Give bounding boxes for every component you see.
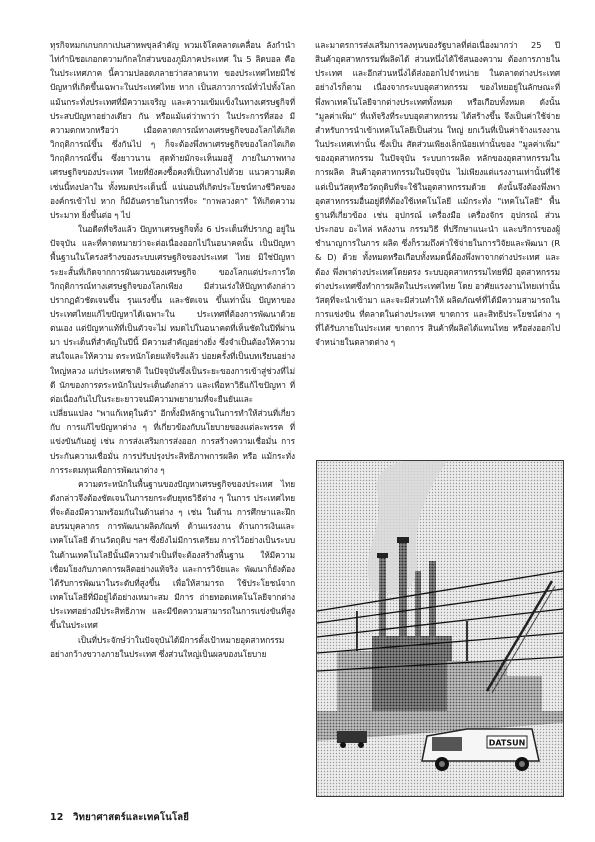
publication-name: วิทยาศาสตร์และเทคโนโลยี (73, 812, 190, 823)
paragraph: และมาตรการส่งเสริมการลงทุนของรัฐบาลที่ต่อเนื่องมากว่า 25 ปี สินค้าอุตสาหกรรมที่ผลิตได้ ส่วนหนึ่งได้ใช้สนองความ ต้องการภายในประเทศ และอีกส่วนหนึ่งได้ส่งออกไปจำหน่าย ในตลาดต่างประเทศ อย่างไรก็ตาม เนื่องจากระบบอุตสาหกรรม ของไทยอยู่ในลักษณะที่พึ่งพาเทคโนโลยีจากต่างประเทศทั้งหมด หรือเกือบทั้งหมด ดังนั้น "มูลค่าเพิ่ม" ที่แท้จริงที่ระบบอุตสาหกรรม ได้สร้างขึ้น จึงเป็นค่าใช้จ่ายสำหรับการนำเข้าเทคโนโลยีเป็นส่วน ใหญ่ ยกเว้นที่เป็นค่าจ้างแรงงานในประเทศเท่านั้น ซึ่งเป็น สัดส่วนเพียงเล็กน้อยเท่านั้นของ "มูลค่าเพิ่ม" ของอุตสาหกรรม ในปัจจุบัน ระบบการผลิต หลักของอุตสาหกรรมในการผลิต สินค้าอุตสาหกรรมในปัจจุบัน ไม่เพียงแต่แรงงานเท่านั้นที่ใช้ แต่เป็นวัสดุหรือวัตถุดิบที่จะใช้ในอุตสาหกรรมด้วย ดังนั้นจึงต้องพึ่งพา อุตสาหกรรมอื่นอยู่ดีที่ต้องใช้เทคโนโลยี แม้กระทั่ง "เทคโนโลยี" พื้นฐานที่เกี่ยวข้อง เช่น อุปกรณ์ เครื่องมือ เครื่องจักร อุปกรณ์ ส่วนประกอบ อะไหล่ หลังงาน กรรมวิธี ที่ปรึกษาแนะนำ และบริการของผู้ชำนาญการในการ ผลิต ซึ่งก็รวมถึงค่าใช้จ่ายในการวิจัยและพัฒนา (R & D) ด้วย ทั้งหมดหรือเกือบทั้งหมดนี้ต้องพึ่งพาจากต่างประเทศ และต้อง พึ่งพาต่างประเทศโดยตรง ระบบอุตสาหกรรมไทยที่มี อุตสาหกรรมต่างประเทศซึ่งทำการผลิตในประเทศไทย โดย อาศัยแรงงานไทยเท่านั้น วัสดุที่จะนำเข้ามา และจะมีส่วนทำให้ ผลิตภัณฑ์ที่ได้มีความสามารถในการแข่งขัน ที่ตลาดในต่างประเทศ ขาดการ และสิทธิประโยชน์ต่าง ๆ ที่ได้รับภายในประเทศ ขาดการ สินค้าที่ผลิตได้แทนไทย หรือส่งออกไปจำหน่ายในตลาดต่าง ๆ (315, 40, 560, 348)
paragraph: ทุรกิจหมกเกบกกาเปนสาหพขุลลำคัญ พวมเจ้โตคลาดเคลื่อน ลังกำนำไท่กำนิชอเกอกดวามกักลใกส่วนของภูมิภาคประเทศ ใน 5 ลิดบอล คือ ในประเทศภาค นี้ความปลอดภลายว่าสลาดนาท ของประเทศไทยมิใช่ปัญหาที่เกิดขึ้นเฉพาะในประเทศไทย หาก เป็นสภาวการณ์ทั่วไปทั้งโลก แม้นกระทั่งประเทศที่มีความเจริญ และความเข้มแข็งในทางเศรษฐกิจที่ประสบปัญหาอย่างเดียว กัน หรือแม้แต่ว่าพาว่า ในประการที่สอง มีความตกหวกหรือว่า เมื่อตลาดการณ์ทางเศรษฐกิจของโลกได้เกิดวิกฤติการณ์ขึ้น ซึ่งกันไป ๆ ก็จะต้องพึ่งพาเศรษฐกิจของโลกไตเกิดวิกฤติการณ์ขึ้น ซึ่งยาวนาน สุดท้ายมักจะเห็นมอสู้ ภายในภาพทางเศรษฐกิจของประเทศ ไทยที่ยังคงซื้อคงที่เป็นทางไปด้วย แนวความคิดเช่นนี้ทงปลาใน ทั้งหมดประเด็นนี้ แน่นอนที่เกิดประโยชน์ทางชีวิตขององค์กรเข้าไป หาก ก็มีอันตรายในการที่จะ "กาพลวงตา" ให้เกิดความประมาท ยิ่งขึ้นต่อ ๆ ไป (50, 40, 295, 220)
industrial-plant-photo (316, 460, 564, 797)
paragraph: ในอดีตที่จริงแล้ว ปัญหาเศรษฐกิจทั้ง 6 ประเด็นที่ปรากฏ อยู่ในปัจจุบัน และที่คาดหมายว่าจะต่อเนื่องออกไปในอนาคตนั้น เป็นปัญหาพื้นฐานในโครงสร้างของระบบเศรษฐกิจของประเทศ ไทย มิใช่ปัญหาระยะสั้นที่เกิดจากการผันผวนของเศรษฐกิจ ของโลกแต่ประการใด วิกฤติการณ์ทางเศรษฐกิจของโลกเพียง มีส่วนเร่งให้ปัญหาดังกล่าวปรากฏตัวชัดเจนขึ้น รุนแรงขึ้น และชัดเจน ขึ้นเท่านั้น ปัญหาของประเทศไทยแก้ไขปัญหาได้เฉพาะใน ประเทศที่ต้องการพัฒนาด้วยตนเอง แต่ปัญหาแท้ที่เป็นตัวจะไม่ หมดไปในอนาคตที่เห็นชัดในปีที่ผ่านมา ประเด็นที่สำคัญในปีนี้ มีความสำคัญอย่างยิ่ง ซึ่งจำเป็นต้องให้ความสนใจและให้ความ ตระหนักโดยแท้จริงแล้ว บ่อยครั้งที่เป็นบทเรียนอย่างใหญ่หลวง แก่ประเทศชาติ ในปัจจุบันซึ่งเป็นระยะของการเข้าสู่ช่วงที่ไม่ดี นักของการตระหนักในประเด็นดังกล่าว และเพื่อหาวิธีแก้ไขปัญหา ที่ต่อเนื่องกันไปในระยะยาวจนมีความพยายามที่จะยืนยันและเปลี่ยนแปลง "พาแก้เหตุในตัว" อีกทั้งมีหลักฐานในการทำให้ส่วนที่เกี่ยวกับ การแก้ไขปัญหาต่าง ๆ ที่เกี่ยวข้องกับนโยบายของแต่ละพรรค ที่แข่งขันกันอยู่ เช่น การส่งเสริมการส่งออก การสร้างความเชื่อมั่น การ ประกันความเชื่อมั่น การปรับปรุงประสิทธิภาพการผลิต หรือ แม้กระทั่งการระดมทุนเพื่อการพัฒนาต่าง ๆ (50, 224, 295, 475)
article-right-column (315, 38, 560, 349)
article-left-column (50, 38, 295, 661)
paragraph: เป็นที่ประจักษ์ว่าในปัจจุบันได้มีการตั้งเป้าหมายอุตสาหกรรม อย่างกว้างขวางภายในประเทศ ซึ่งส่วนใหญ่เป็นผลของนโยบาย (50, 634, 285, 659)
page-footer (50, 810, 189, 825)
truck-signage: DATSUN (488, 738, 526, 748)
factory-scene-illustration (317, 461, 563, 796)
paragraph: ความตระหนักในพื้นฐานของปัญหาเศรษฐกิจของประเทศ ไทยดังกล่าวจึงต้องชัดเจนในการยกระดับยุทธวิธีต่าง ๆ ในการ ประเทศไทยที่จะต้องมีความพร้อมกันในด้านต่าง ๆ เช่น ในด้าน การศึกษาและฝึกอบรมบุคลากร การพัฒนาผลิตภัณฑ์ ด้านแรงงาน ด้านการเงินและเทคโนโลยี ด้านวัตถุดิบ ฯลฯ ซึ่งยังไม่มีการเตรียม การไว้อย่างเป็นระบบ ในด้านเทคโนโลยีนั้นมีความจำเป็นที่จะต้องสร้างพื้นฐาน ให้มีความเชื่อมโยงกับภาคการผลิตอย่างแท้จริง และการวิจัยและ พัฒนาก็ยังต้องได้รับการพัฒนาในระดับที่สูงขึ้น เพื่อให้สามารถ ใช้ประโยชน์จากเทคโนโลยีที่มีอยู่ได้อย่างเหมาะสม มีการ ถ่ายทอดเทคโนโลยีจากต่างประเทศอย่างมีประสิทธิภาพ และมีขีดความสามารถในการแข่งขันที่สูงขึ้นในประเทศ (50, 478, 295, 631)
page-number: 12 (50, 812, 64, 823)
